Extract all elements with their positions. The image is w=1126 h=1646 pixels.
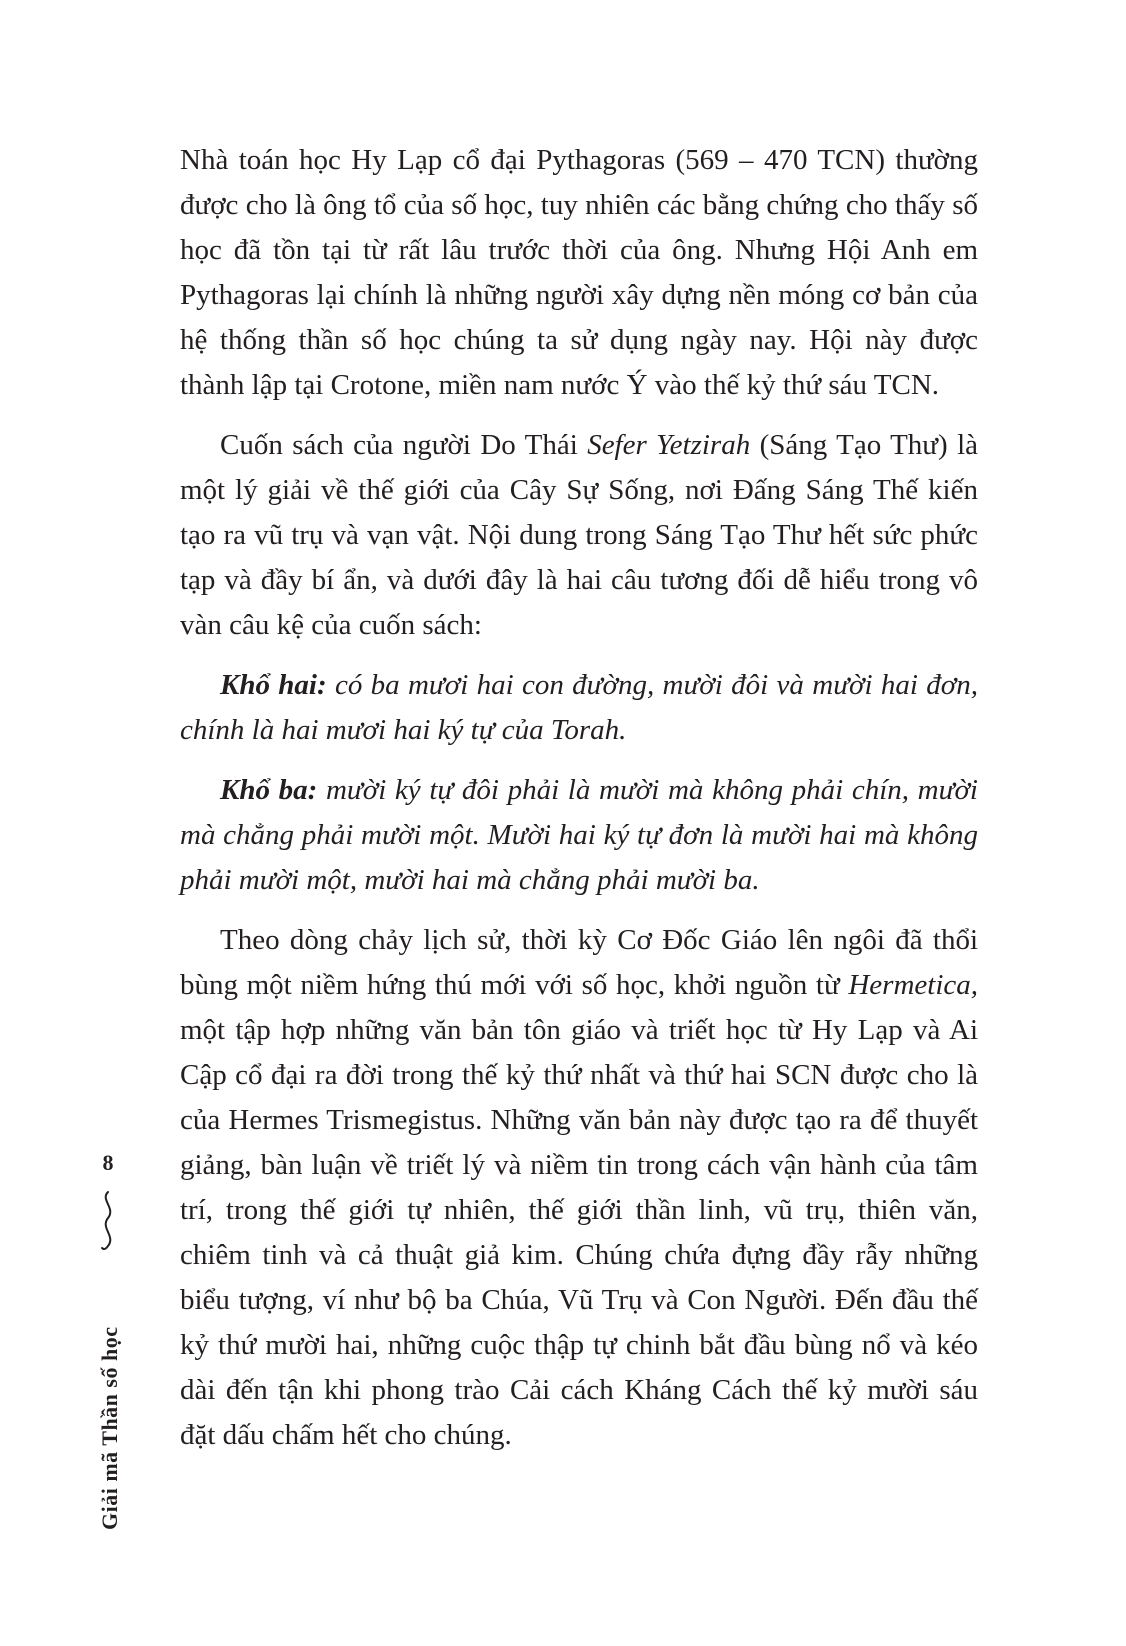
- paragraph-text: một tập hợp những văn bản tôn giáo và triết học từ Hy Lạp và Ai Cập cổ đại ra đời trong thế kỷ thứ nhất và thứ hai SCN được cho là của Hermes Trismegistus. Những văn bản này được tạo ra để thuyết giảng, bàn luận về triết lý và niềm tin trong cách vận hành của tâm trí, trong thế giới tự nhiên, thế giới thần linh, vũ trụ, thiên văn, chiêm tinh và cả thuật giả kim. Chúng chứa đựng đầy rẫy những biểu tượng, ví như bộ ba Chúa, Vũ Trụ và Con Người. Đến đầu thế kỷ thứ mười hai, những cuộc thập tự chinh bắt đầu bùng nổ và kéo dài đến tận khi phong trào Cải cách Kháng Cách thế kỷ mười sáu đặt dấu chấm hết cho chúng.: [180, 1014, 978, 1451]
- verse-kho-ba: [180, 768, 978, 903]
- paragraph-text: Theo dòng chảy lịch sử, thời kỳ Cơ Đốc Giáo lên ngôi đã thổi bùng một niềm hứng thú mới với số học, khởi nguồn từ: [180, 924, 978, 1001]
- verse-text: mười ký tự đôi phải là mười mà không phải chín, mười mà chẳng phải mười một. Mười hai ký tự đơn là mười hai mà không phải mười một, mười hai mà chẳng phải mười ba.: [180, 774, 978, 896]
- page-body: [180, 138, 978, 1473]
- verse-text: có ba mươi hai con đường, mười đôi và mười hai đơn, chính là hai mươi hai ký tự của Torah.: [180, 669, 978, 746]
- verse-label: Khổ ba:: [220, 774, 318, 806]
- paragraph-text: Cuốn sách của người Do Thái: [220, 429, 588, 461]
- book-title-vertical: Giải mã Thần số học: [97, 1326, 122, 1530]
- paragraph-sefer-yetzirah: [180, 423, 978, 648]
- paragraph-pythagoras: Nhà toán học Hy Lạp cổ đại Pythagoras (569 – 470 TCN) thường được cho là ông tổ của số học, tuy nhiên các bằng chứng cho thấy số học đã tồn tại từ rất lâu trước thời của ông. Nhưng Hội Anh em Pythagoras lại chính là những người xây dựng nền móng cơ bản của hệ thống thần số học chúng ta sử dụng ngày nay. Hội này được thành lập tại Crotone, miền nam nước Ý vào thế kỷ thứ sáu TCN.: [180, 144, 978, 401]
- verse-kho-hai: [180, 663, 978, 753]
- hermetica-italic: Hermetica,: [848, 969, 978, 1001]
- paragraph-text: (Sáng Tạo Thư) là một lý giải về thế giới của Cây Sự Sống, nơi Đấng Sáng Thế kiến tạo ra vũ trụ và vạn vật. Nội dung trong Sáng Tạo Thư hết sức phức tạp và đầy bí ẩn, và dưới đây là hai câu tương đối dễ hiểu trong vô vàn câu kệ của cuốn sách:: [180, 429, 979, 641]
- margin-running-header: [88, 1150, 128, 1530]
- book-title-italic: Sefer Yetzirah: [587, 429, 751, 461]
- verse-label: Khổ hai:: [220, 669, 327, 701]
- page-number: 8: [102, 1150, 114, 1175]
- paragraph-hermetica: [180, 918, 978, 1458]
- swirl-ornament-icon: [96, 1190, 120, 1252]
